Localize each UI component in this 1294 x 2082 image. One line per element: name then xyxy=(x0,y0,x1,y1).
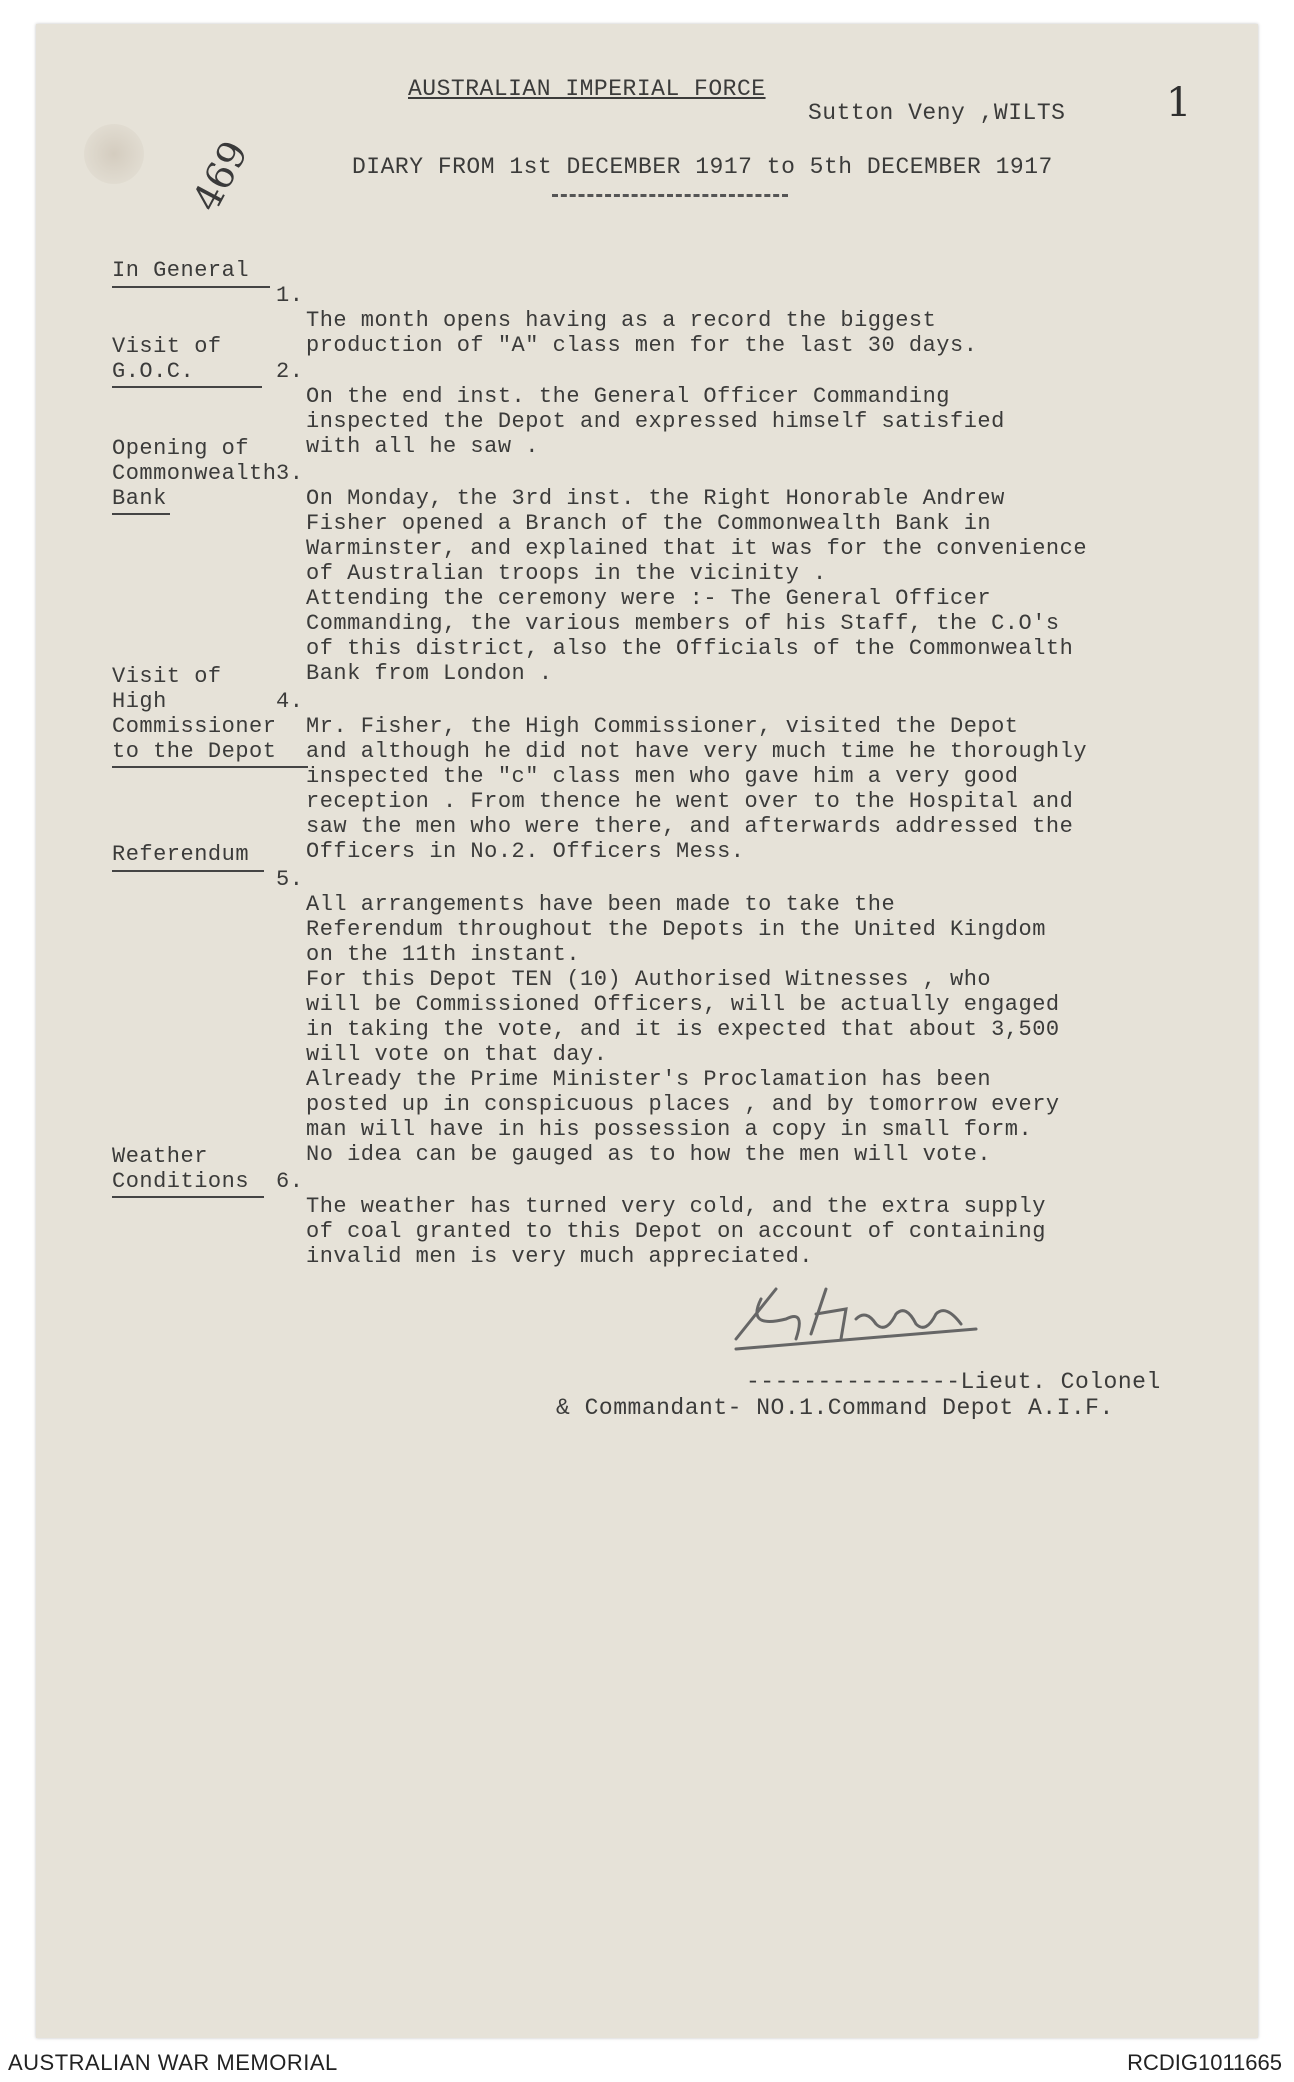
entry-text: All arrangements have been made to take the Referendum throughout the Depots in the United Kingdom on the 11th instant. For this Depot TEN (10) Authorised Witnesses , who will be Commissioned Officers, will be actually engaged in taking the vote, and it is expected that about 3,500 will vote on that day. Already the Prime Minister's Proclamation has been posted up in conspicuous places , and by tomorrow every man will have in his possession a copy in small form. No idea can be gauged as to how the men will vote. xyxy=(306,892,1060,1167)
side-heading-underline xyxy=(112,386,262,388)
entry-paragraph-4 xyxy=(276,664,1226,864)
side-heading-underline xyxy=(112,766,308,768)
entry-text: Mr. Fisher, the High Commissioner, visited the Depot and although he did not have very much time he thoroughly inspected the "c" class men who gave him a very good reception . From thence he went over to the Hospital and saw the men who were there, and afterwards addressed the Officers in No.2. Officers Mess. xyxy=(306,714,1088,864)
entry-number: 5. xyxy=(276,867,304,892)
side-heading-goc: Visit of G.O.C. xyxy=(112,334,222,384)
side-heading-underline xyxy=(112,870,264,872)
signature-line: ---------------Lieut. Colonel xyxy=(746,1369,1161,1395)
signature-title: & Commandant- NO.1.Command Depot A.I.F. xyxy=(556,1395,1114,1421)
reference-number: 469 xyxy=(183,133,257,219)
side-heading-underline xyxy=(112,1196,264,1198)
entry-text: On Monday, the 3rd inst. the Right Honorable Andrew Fisher opened a Branch of the Commonwealth Bank in Warminster, and explained that it was for the convenience of Australian troops in the vicinity . Attending the ceremony were :- The General Officer Commanding, the various members of his Staff, the C.O's of this district, also the Officials of the Commonwealth Bank from London . xyxy=(306,486,1088,686)
side-heading-underline xyxy=(112,513,170,515)
side-heading-bank: Opening of Commonwealth Bank xyxy=(112,436,277,511)
entry-paragraph-5 xyxy=(276,842,1226,1167)
side-heading-general: In General xyxy=(112,258,250,283)
diary-title: DIARY FROM 1st DECEMBER 1917 to 5th DECEMBER 1917 xyxy=(352,154,1053,180)
side-heading-weather: Weather Conditions xyxy=(112,1144,250,1194)
footer-institution: AUSTRALIAN WAR MEMORIAL xyxy=(8,2050,338,2075)
document-sheet xyxy=(36,24,1258,2038)
entry-number: 3. xyxy=(276,461,304,486)
side-heading-underline xyxy=(112,286,270,288)
entry-number: 6. xyxy=(276,1169,304,1194)
side-heading-high-commissioner: Visit of High Commissioner to the Depot xyxy=(112,664,277,764)
entry-number: 2. xyxy=(276,359,304,384)
entry-text: On the end inst. the General Officer Commanding inspected the Depot and expressed himself satisfied with all he saw . xyxy=(306,384,1005,459)
entry-paragraph-6 xyxy=(276,1144,1226,1269)
header-title: AUSTRALIAN IMPERIAL FORCE xyxy=(408,76,766,102)
header-location: Sutton Veny ,WILTS xyxy=(808,100,1066,126)
entry-number: 1. xyxy=(276,283,304,308)
entry-text: The weather has turned very cold, and the extra supply of coal granted to this Depot on account of containing invalid men is very much appreciated. xyxy=(306,1194,1046,1269)
entry-paragraph-3 xyxy=(276,436,1226,686)
title-underline xyxy=(552,194,788,197)
handwritten-signature xyxy=(716,1269,1036,1359)
page-number: 1 xyxy=(1166,80,1192,126)
entry-number: 4. xyxy=(276,689,304,714)
paper-stain xyxy=(84,124,144,184)
footer-item-id: RCDIG1011665 xyxy=(1127,2050,1282,2075)
entry-text: The month opens having as a record the biggest production of "A" class men for the last 30 days. xyxy=(306,308,978,358)
side-heading-referendum: Referendum xyxy=(112,842,250,867)
